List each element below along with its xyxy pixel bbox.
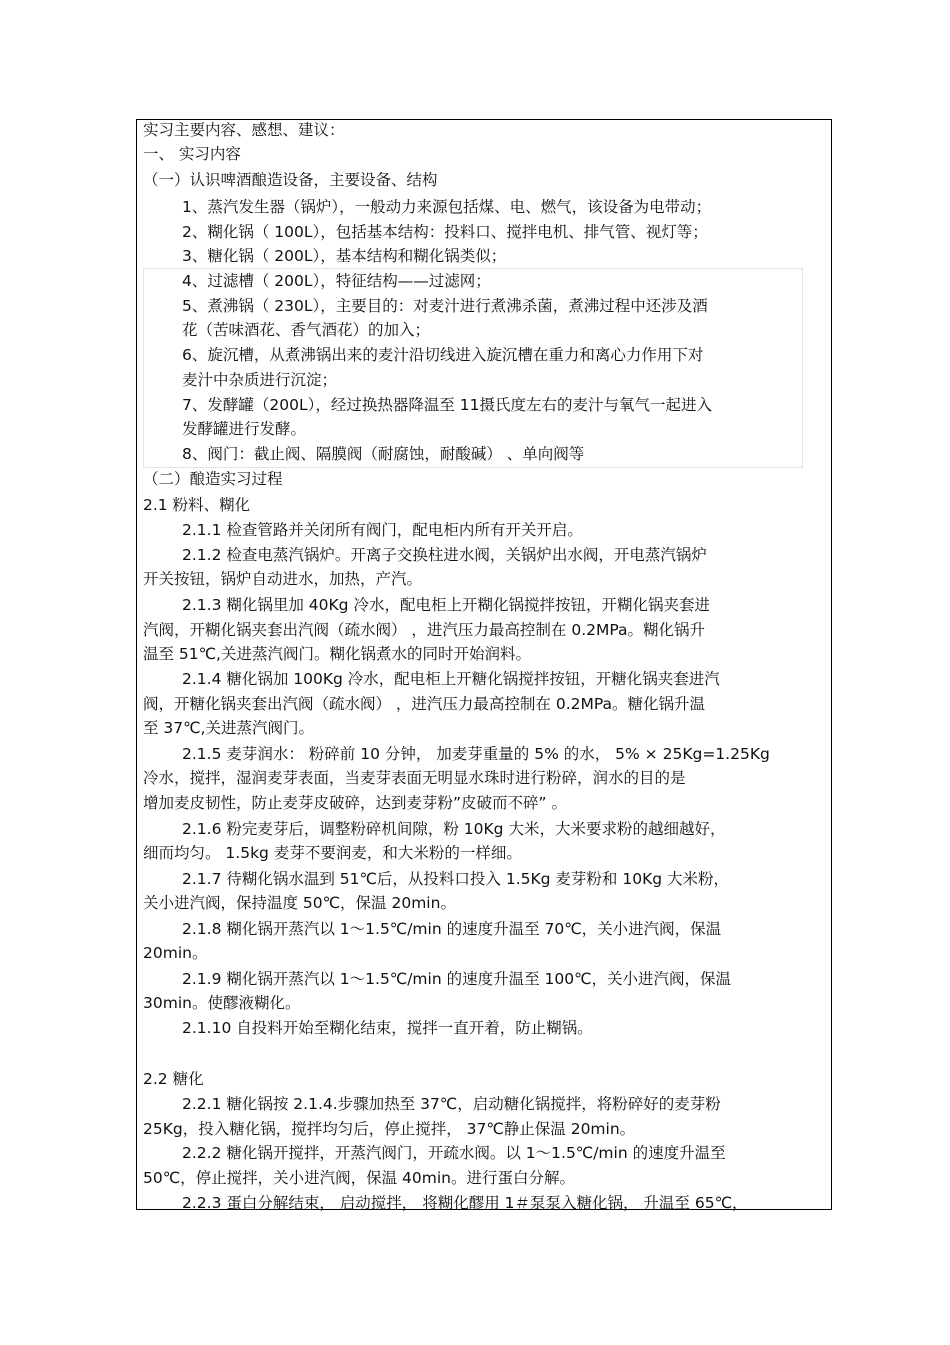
list-item: 1、蒸汽发生器（锅炉），一般动力来源包括煤、电、燃气，该设备为电带动； — [182, 198, 712, 216]
paragraph-line: 汽阀，开糊化锅夹套出汽阀（疏水阀） ，进汽压力最高控制在 0.2MPa。糊化锅升 — [143, 621, 706, 639]
paragraph-line: 2.1.4 糖化锅加 100Kg 冷水，配电柜上开糖化锅搅拌按钮，开糖化锅夹套进汽 — [182, 670, 720, 688]
paragraph-line: 阀，开糖化锅夹套出汽阀（疏水阀） ，进汽压力最高控制在 0.2MPa。糖化锅升温 — [143, 695, 706, 713]
paragraph-line: 50℃，停止搅拌，关小进汽阀，保温 40min。进行蛋白分解。 — [143, 1169, 576, 1187]
list-item: 8、阀门：截止阀、隔膜阀（耐腐蚀，耐酸碱） 、单向阀等 — [182, 445, 585, 463]
paragraph-line: 2.1.2 检查电蒸汽锅炉。开离子交换柱进水阀，关锅炉出水阀，开电蒸汽锅炉 — [182, 546, 707, 564]
paragraph-line: 2.1.5 麦芽润水： 粉碎前 10 分钟， 加麦芽重量的 5% 的水， 5% × 25Kg=1.25Kg — [182, 745, 770, 763]
paragraph-line: 30min。使醪液糊化。 — [143, 994, 301, 1012]
paragraph-line: 2.2.1 糖化锅按 2.1.4.步骤加热至 37℃，启动糖化锅搅拌，将粉碎好的麦芽粉 — [182, 1095, 721, 1113]
list-item: 4、过滤槽（ 200L），特征结构——过滤网； — [182, 272, 491, 290]
paragraph-line: 2.1.6 粉完麦芽后，调整粉碎机间隙，粉 10Kg 大米，大米要求粉的越细越好， — [182, 820, 726, 838]
paragraph-line: 冷水，搅拌，湿润麦芽表面，当麦芽表面无明显水珠时进行粉碎，润水的目的是 — [143, 769, 686, 787]
paragraph-line: 2.1.8 糊化锅开蒸汽以 1～1.5℃/min 的速度升温至 70℃，关小进汽阀，保温 — [182, 920, 722, 938]
paragraph-line: 温至 51℃,关进蒸汽阀门。糊化锅煮水的同时开始润料。 — [143, 645, 531, 663]
list-item: 发酵罐进行发酵。 — [182, 420, 307, 438]
paragraph-line: 开关按钮，锅炉自动进水，加热，产汽。 — [143, 570, 423, 588]
list-item: 2、糊化锅（ 100L），包括基本结构：投料口、搅拌电机、排气管、视灯等； — [182, 223, 708, 241]
list-item: 花（苦味酒花、香气酒花）的加入； — [182, 321, 431, 339]
paragraph-line: 关小进汽阀，保持温度 50℃，保温 20min。 — [143, 894, 456, 912]
list-item: 麦汁中杂质进行沉淀； — [182, 371, 338, 389]
paragraph-line: 2.2.3 蛋白分解结束， 启动搅拌， 将糊化醪用 1＃泵泵入糖化锅， 升温至 65℃， — [182, 1194, 748, 1212]
list-item: 3、糖化锅（ 200L），基本结构和糊化锅类似； — [182, 247, 507, 265]
part-heading: 一、 实习内容 — [143, 145, 241, 163]
paragraph-line: 2.1.7 待糊化锅水温到 51℃后，从投料口投入 1.5Kg 麦芽粉和 10Kg 大米粉， — [182, 870, 730, 888]
paragraph-line: 2.1.9 糊化锅开蒸汽以 1～1.5℃/min 的速度升温至 100℃，关小进汽阀，保温 — [182, 970, 732, 988]
paragraph-line: 2.1.1 检查管路并关闭所有阀门，配电柜内所有开关开启。 — [182, 521, 583, 539]
sub-heading: （一）认识啤酒酿造设备，主要设备、结构 — [143, 171, 438, 189]
paragraph-line: 20min。 — [143, 944, 208, 962]
section-heading: 2.2 糖化 — [143, 1070, 204, 1088]
paragraph-line: 细而均匀。 1.5kg 麦芽不要润麦，和大米粉的一样细。 — [143, 844, 522, 862]
paragraph-line: 25Kg，投入糖化锅，搅拌均匀后，停止搅拌， 37℃静止保温 20min。 — [143, 1120, 636, 1138]
list-item: 5、煮沸锅（ 230L），主要目的：对麦汁进行煮沸杀菌，煮沸过程中还涉及酒 — [182, 297, 708, 315]
paragraph-line: 2.2.2 糖化锅开搅拌，开蒸汽阀门，开疏水阀。以 1～1.5℃/min 的速度升温至 — [182, 1144, 726, 1162]
paragraph-line: 至 37℃,关进蒸汽阀门。 — [143, 719, 314, 737]
sub-heading: （二）酿造实习过程 — [143, 470, 283, 488]
list-item: 7、发酵罐（200L），经过换热器降温至 11摄氏度左右的麦汁与氧气一起进入 — [182, 396, 712, 414]
section-title: 实习主要内容、感想、建议： — [143, 121, 345, 139]
section-heading: 2.1 粉料、糊化 — [143, 496, 251, 514]
paragraph-line: 2.1.10 自投料开始至糊化结束，搅拌一直开着，防止糊锅。 — [182, 1019, 593, 1037]
list-item: 6、旋沉槽，从煮沸锅出来的麦汁沿切线进入旋沉槽在重力和离心力作用下对 — [182, 346, 704, 364]
paragraph-line: 2.1.3 糊化锅里加 40Kg 冷水，配电柜上开糊化锅搅拌按钮，开糊化锅夹套进 — [182, 596, 710, 614]
paragraph-line: 增加麦皮韧性，防止麦芽皮破碎，达到麦芽粉”皮破而不碎” 。 — [143, 794, 567, 812]
